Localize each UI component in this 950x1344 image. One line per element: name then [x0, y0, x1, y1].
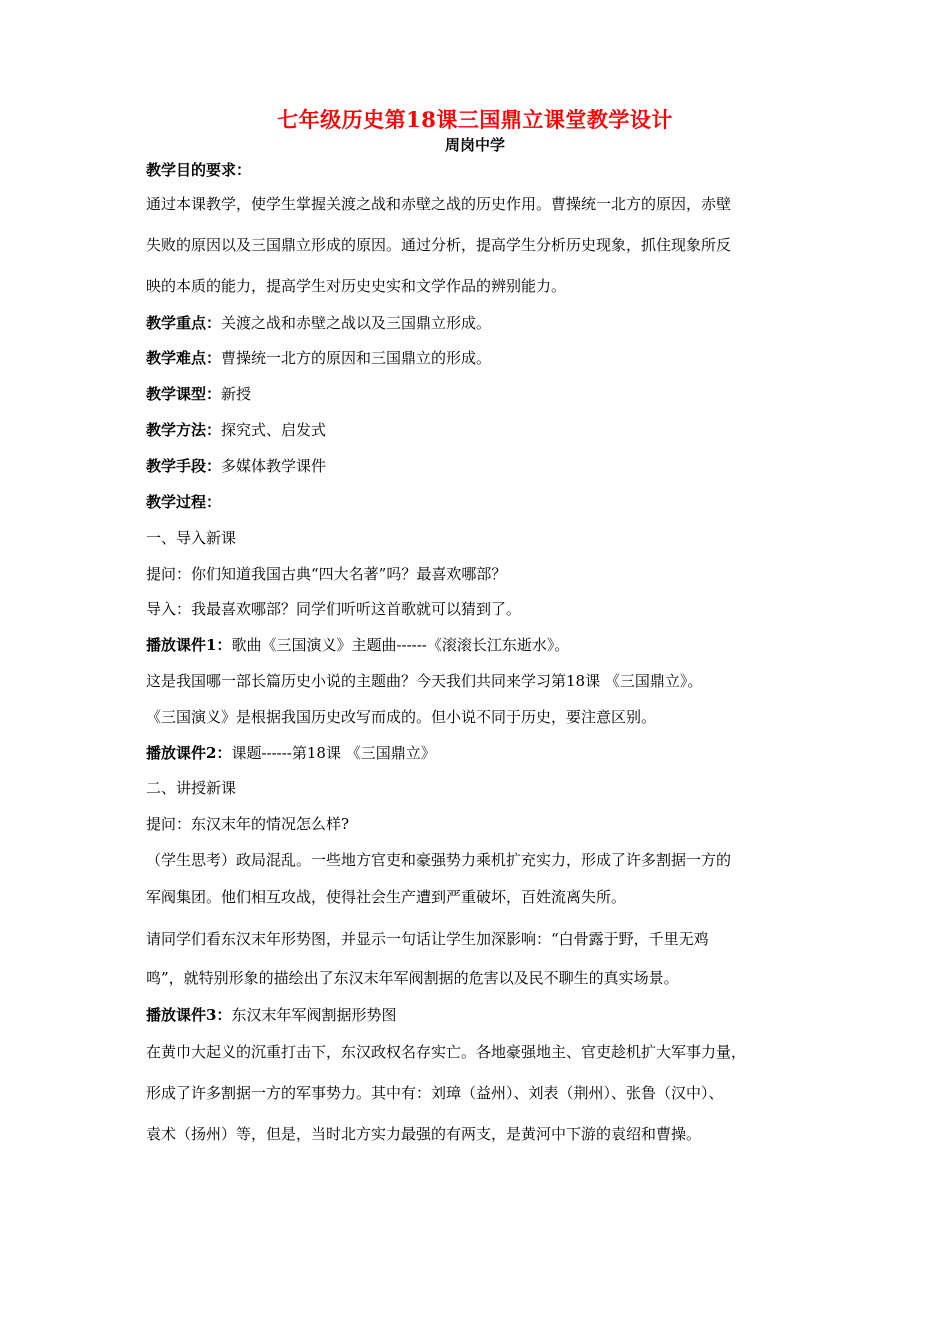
difficulty-text: 曹操统一北方的原因和三国鼎立的形成。: [221, 349, 492, 367]
paragraph-line: 《三国演义》是根据我国历史改写而成的。但小说不同于历史，要注意区别。: [146, 708, 657, 726]
courseware-1: [146, 635, 826, 655]
type-text: 新授: [221, 385, 252, 403]
difficulties: [146, 348, 826, 368]
objectives-line: 失败的原因以及三国鼎立形成的原因。通过分析，提高学生分析历史现象，抓住现象所反: [146, 236, 732, 254]
teaching-method: [146, 420, 826, 440]
difficulty-label: 教学难点：: [146, 349, 222, 367]
document-title: 七年级历史第18课三国鼎立课堂教学设计: [277, 107, 673, 132]
method-label: 教学方法：: [146, 421, 222, 439]
courseware-text: 歌曲《三国演义》主题曲------《滚滚长江东逝水》。: [231, 636, 570, 654]
means-text: 多媒体教学课件: [221, 457, 327, 475]
paragraph-line: 形成了许多割据一方的军事势力。其中有：刘璋（益州）、刘表（荆州）、张鲁（汉中）、: [146, 1084, 724, 1102]
courseware-3: [146, 1005, 826, 1025]
paragraph-line: （学生思考）政局混乱。一些地方官吏和豪强势力乘机扩充实力，形成了许多割据一方的: [146, 851, 732, 869]
lesson-type: [146, 384, 826, 404]
section-heading: 二、讲授新课: [146, 779, 237, 797]
paragraph-line: 请同学们看东汉末年形势图，并显示一句话让学生加深影响：“白骨露于野，千里无鸡: [146, 930, 709, 948]
question-line: 提问：东汉末年的情况怎么样?: [146, 815, 350, 833]
key-text: 关渡之战和赤壁之战以及三国鼎立形成。: [221, 314, 492, 332]
objectives-heading: 教学目的要求：: [146, 161, 252, 179]
question-line: 提问：你们知道我国古典“四大名著”吗？最喜欢哪部？: [146, 565, 507, 583]
paragraph-line: 军阀集团。他们相互攻战，使得社会生产遭到严重破坏，百姓流离失所。: [146, 888, 627, 906]
school-name: 周岗中学: [444, 136, 505, 154]
paragraph-line: 这是我国哪一部长篇历史小说的主题曲？今天我们共同来学习第18课 《三国鼎立》。: [146, 672, 703, 690]
paragraph-line: 鸣”，就特别形象的描绘出了东汉末年军阀割据的危害以及民不聊生的真实场景。: [146, 969, 679, 987]
courseware-2: [146, 743, 826, 763]
courseware-label: 播放课件2：: [146, 744, 232, 762]
paragraph-line: 袁术（扬州）等，但是，当时北方实力最强的有两支，是黄河中下游的袁绍和曹操。: [146, 1125, 702, 1143]
section-heading: 一、导入新课: [146, 529, 237, 547]
objectives-line: 通过本课教学，使学生掌握关渡之战和赤壁之战的历史作用。曹操统一北方的原因，赤壁: [146, 195, 732, 213]
method-text: 探究式、启发式: [221, 421, 327, 439]
objectives-line: 映的本质的能力，提高学生对历史史实和文学作品的辨别能力。: [146, 277, 567, 295]
courseware-label: 播放课件1：: [146, 636, 232, 654]
means-label: 教学手段：: [146, 457, 222, 475]
courseware-text: 东汉末年军阀割据形势图: [231, 1006, 397, 1024]
courseware-label: 播放课件3：: [146, 1006, 232, 1024]
key-points: [146, 313, 826, 333]
intro-line: 导入：我最喜欢哪部？同学们听听这首歌就可以猜到了。: [146, 600, 522, 618]
courseware-text: 课题------第18课 《三国鼎立》: [231, 744, 436, 762]
type-label: 教学课型：: [146, 385, 222, 403]
key-label: 教学重点：: [146, 314, 222, 332]
teaching-means: [146, 456, 826, 476]
process-heading: 教学过程：: [146, 493, 222, 511]
paragraph-line: 在黄巾大起义的沉重打击下，东汉政权名存实亡。各地豪强地主、官吏趁机扩大军事力量，: [146, 1043, 747, 1061]
